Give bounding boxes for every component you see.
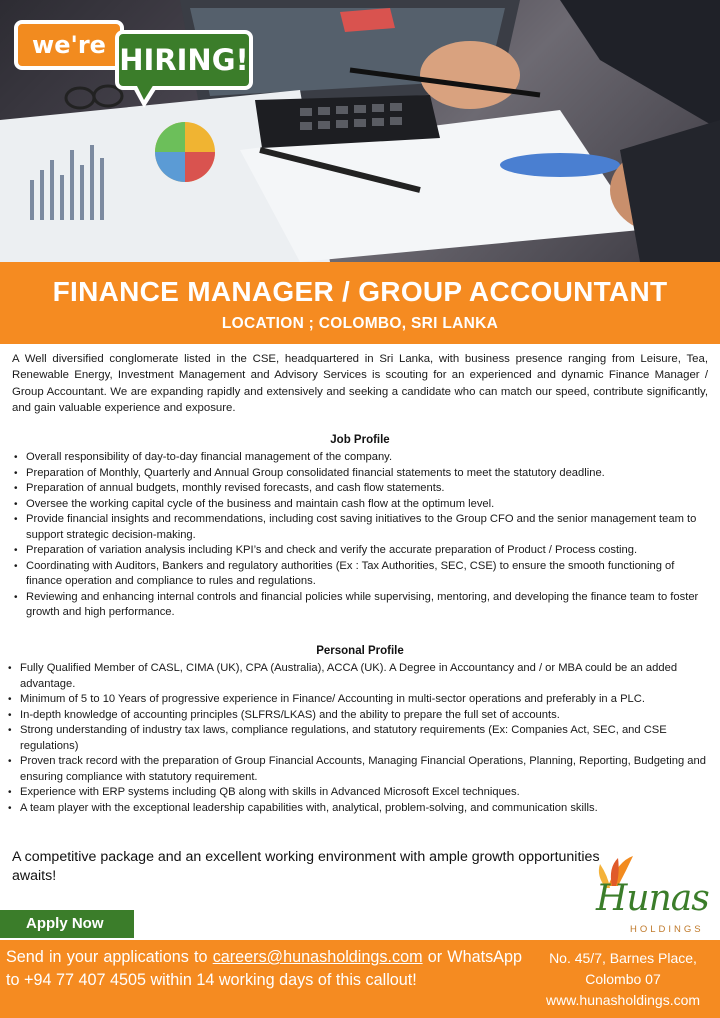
send-prefix: Send in your applications to [6,948,213,966]
list-item: • Preparation of variation analysis including KPI’s and check and verify the accurate preparation of Product / Process costing. [12,543,712,559]
list-item: • Fully Qualified Member of CASL, CIMA (UK), CPA (Australia), ACCA (UK). A Degree in Accountancy and / or MBA could be an added advantage. [6,661,712,692]
apply-now-button[interactable]: Apply Now [0,910,134,938]
personal-profile-list [6,661,712,816]
job-profile-list [12,450,712,621]
hunas-logo [588,856,714,940]
careers-email-link[interactable]: careers@hunasholdings.com [212,948,423,966]
address-line-2: Colombo 07 [585,971,661,987]
logo-subtitle: HOLDINGS [630,924,704,935]
list-item: • Proven track record with the preparation of Group Financial Accounts, Managing Financial Operations, Planning, Reporting, Budgeting and ensuring compliance with statutory requirement. [6,754,712,785]
list-item: • Oversee the working capital cycle of the business and maintain cash flow at the optimum level. [12,497,712,513]
hiring-badge: HIRING! [115,30,253,90]
list-item: • Experience with ERP systems including QB along with skills in Advanced Microsoft Excel techniques. [6,785,712,801]
company-address [528,948,718,1011]
closing-statement: A competitive package and an excellent working environment with ample growth opportunities awaits! [12,849,600,884]
list-item: • Preparation of annual budgets, monthly revised forecasts, and cash flow statements. [12,481,712,497]
list-item: • Strong understanding of industry tax laws, compliance regulations, and statutory requirements (Ex: Companies Act, SEC, and CSE regulations) [6,723,712,754]
application-instructions [6,946,522,991]
were-badge: we're [14,20,124,70]
list-item: • Overall responsibility of day-to-day financial management of the company. [12,450,712,466]
address-line-1: No. 45/7, Barnes Place, [549,950,697,966]
send-suffix: or WhatsApp to +94 77 407 4505 within 14 working days of this callout! [6,948,522,989]
list-item: • Preparation of Monthly, Quarterly and Annual Group consolidated financial statements to meet the statutory deadline. [12,466,712,482]
list-item: • Minimum of 5 to 10 Years of progressive experience in Finance/ Accounting in multi-sector operations and preferably in a PLC. [6,692,712,708]
list-item: • A team player with the exceptional leadership capabilities with, analytical, problem-solving, and communication skills. [6,801,712,817]
speech-tail-inner [136,84,154,100]
job-location: LOCATION ; COLOMBO, SRI LANKA [221,315,499,332]
list-item: • Provide financial insights and recommendations, including cost saving initiatives to the Group CFO and the senior management team to support strategic decision-making. [12,512,712,543]
contact-band [0,940,720,1018]
logo-wordmark: Hunas [596,878,709,919]
website-link[interactable]: www.hunasholdings.com [545,992,701,1008]
list-item: • Coordinating with Auditors, Bankers and regulatory authorities (Ex : Tax Authorities, SEC, CSE) to ensure the smooth functioning of finance operation and compliance to rules and regulations. [12,559,712,590]
personal-profile-heading: Personal Profile [316,645,404,657]
job-title: FINANCE MANAGER / GROUP ACCOUNTANT [52,276,668,307]
job-profile-heading: Job Profile [330,434,390,446]
list-item: • In-depth knowledge of accounting principles (SLFRS/LKAS) and the ability to prepare the full set of accounts. [6,708,712,724]
hero-photo [0,0,720,262]
intro-paragraph: A Well diversified conglomerate listed in the CSE, headquartered in Sri Lanka, with business presence ranging from Leisure, Tea, Renewable Energy, Investment Management and Advisory Services is scouting for an experienced and dynamic Finance Manager / Group Accountant. We are expanding rapidly and extensively and seeking a candidate who can match our speed, contribute significantly, and gain valuable experience and exposure. [12,353,708,414]
list-item: • Reviewing and enhancing internal controls and financial policies while supervising, mentoring, and developing the finance team to foster growth and high performance. [12,590,712,621]
title-band [0,262,720,344]
